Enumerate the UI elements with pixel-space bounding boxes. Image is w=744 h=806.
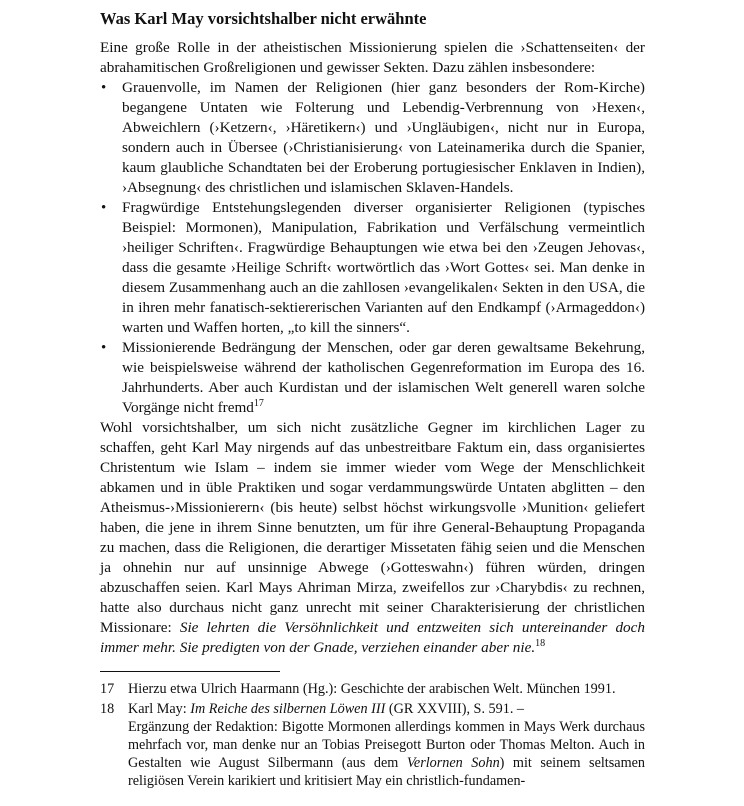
footnote-book-title: Verlornen Sohn xyxy=(406,755,500,771)
footnote-text: ) mit seinem seltsamen religiösen Verein karikiert und kritisiert May ein christlich-fundamen- xyxy=(128,755,645,789)
bullet-icon: • xyxy=(101,200,107,216)
bullet-item xyxy=(100,338,645,418)
bullet-icon: • xyxy=(101,340,107,356)
intro-paragraph: Eine große Rolle in der atheistischen Missionierung spielen die ›Schattenseiten‹ der abrahamitischen Großreligionen und gewisser Sekten. Dazu zählen insbesondere: xyxy=(100,39,645,76)
footnote-divider xyxy=(100,671,280,672)
footnote-book-title: Im Reiche des silbernen Löwen III xyxy=(190,701,386,717)
footnote-text: Ergänzung der Redaktion: Bigotte Mormonen allerdings kommen in Mays Werk durchaus mehrfach vor, man denke nur an Tobias Preisegott Burton oder Thomas Melton. Auch in Gestalten wie August Silbermann (aus dem xyxy=(128,719,645,771)
footnotes xyxy=(100,680,645,790)
bullet-icon: • xyxy=(101,80,107,96)
footnote-text: (GR XXVIII), S. 591. – xyxy=(385,701,525,717)
footnote-continuation xyxy=(128,718,645,790)
bullet-text: Grauenvolle, im Namen der Religionen (hier ganz besonders der Rom-Kirche) begangene Untaten wie Folterung und Lebendig-Verbrennung von ›Hexen‹, Abweichlern (›Ketzern‹, ›Häretikern‹) und ›Ungläubigen‹, nicht nur in Europa, sondern auch in Übersee (›Christianisierung‹ von Lateinamerika durch die Spanier, kaum glaubliche Schandtaten bei der Eroberung portugiesischer Enklaven in Indien), ›Absegnung‹ des christlichen und islamischen Sklaven-Handels. xyxy=(122,79,645,196)
footnote-number: 18 xyxy=(100,701,115,717)
footnote-citation xyxy=(128,700,645,718)
footnote-text: Karl May: xyxy=(128,701,191,717)
footnote-17 xyxy=(100,680,645,698)
footnote-18 xyxy=(100,700,645,790)
quote-text: Sie lehrten die Versöhnlichkeit und entzweiten sich untereinander doch immer mehr. Sie predigten von der Gnade, verziehen einander aber nie. xyxy=(100,619,645,656)
footnote-reference[interactable]: 17 xyxy=(253,397,264,409)
main-paragraph xyxy=(100,418,645,658)
section-heading: Was Karl May vorsichtshalber nicht erwähnte xyxy=(100,9,427,28)
bullet-list xyxy=(100,78,645,418)
bullet-text: Missionierende Bedrängung der Menschen, oder gar deren gewaltsame Bekehrung, wie beispielsweise während der katholischen Gegenreformation im Europa des 16. Jahrhunderts. Aber auch Kurdistan und der islamischen Welt generell waren solche Vorgänge nicht fremd xyxy=(122,339,645,416)
bullet-item xyxy=(100,198,645,338)
footnote-text: Hierzu etwa Ulrich Haarmann (Hg.): Geschichte der arabischen Welt. München 1991. xyxy=(128,681,616,697)
bullet-item xyxy=(100,78,645,198)
footnote-reference[interactable]: 18 xyxy=(535,637,546,649)
page-content xyxy=(100,8,645,658)
main-paragraph-text: Wohl vorsichtshalber, um sich nicht zusätzliche Gegner im kirchlichen Lager zu schaffen, geht Karl May nirgends auf das unbestreitbare Faktum ein, dass organisiertes Christentum wie Islam – indem sie immer wieder vom Wege der Menschlichkeit abkamen und in üble Praktiken und sogar verdammungswürde Untaten abglitten – den Atheismus-›Missionierern‹ (bis heute) selbst höchst wirkungsvolle ›Munition‹ geliefert haben, die jene in ihrem Sinne benutzten, um für ihre General-Behauptung Propaganda zu machen, dass die Religionen, die derartiger Missetaten fähig seien und die Menschen ja ohnehin nur auf unsinnige Abwege (›Gotteswahn‹) führen würden, dringen abzuschaffen seien. Karl Mays Ahriman Mirza, zweifellos zur ›Charybdis‹ zu rechnen, hatte also durchaus nicht ganz unrecht mit seiner Charakterisierung der christlichen Missionare: xyxy=(100,419,645,636)
footnote-number: 17 xyxy=(100,681,115,697)
bullet-text: Fragwürdige Entstehungslegenden diverser organisierter Religionen (typisches Beispiel: Mormonen), Manipulation, Fabrikation und Verfälschung vermeintlich ›heiliger Schriften‹. Fragwürdige Behauptungen wie etwa bei den ›Zeugen Jehovas‹, dass die gesamte ›Heilige Schrift‹ wortwörtlich das ›Wort Gottes‹ sei. Man denke in diesem Zusammenhang auch an die zahllosen ›evangelikalen‹ Sekten in den USA, die in ihren mehr fanatisch-sektiererischen Varianten auf den Endkampf (›Armageddon‹) warten und Waffen horten, „to kill the sinners“. xyxy=(122,199,645,336)
